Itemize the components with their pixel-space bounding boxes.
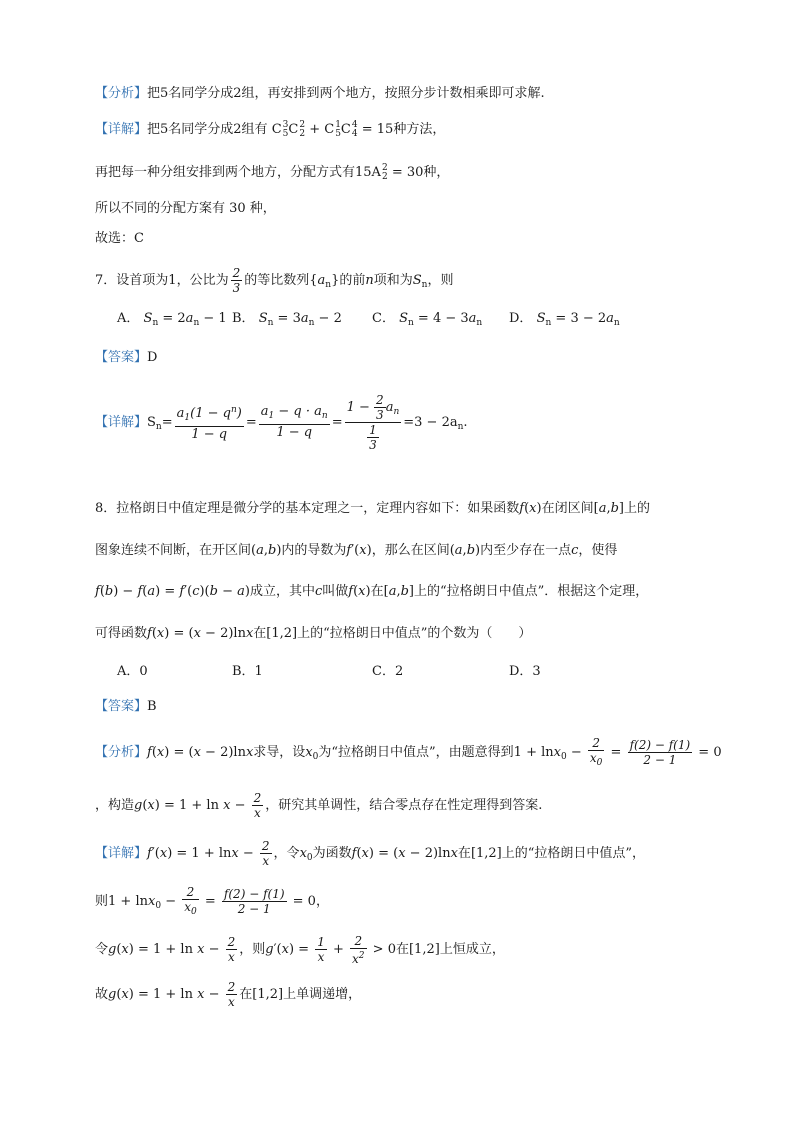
- q8-detail-line2: 则1 + lnx$_0$ − $\frac{2}{x_0}$ = $\frac{f(2) - f(1)}{2 - 1}$ = 0，: [95, 884, 329, 917]
- q7-option-d: D． $S_n = 3 - 2a_n$: [509, 311, 620, 328]
- q7-option-c: C． $S_n = 4 - 3a_n$: [372, 311, 483, 328]
- q6-analysis-text: 把5名同学分成2组，再安排到两个地方，按照分步计数相乘即可求解.: [147, 86, 545, 101]
- q8-stem-line2: 图象连续不间断，在开区间(a,b)内的导数为f′(x)，那么在区间(a,b)内至少存在一点c，使得: [95, 543, 618, 558]
- q8-option-c: C．2: [372, 664, 404, 679]
- q7-option-b: B． $S_n = 3a_n - 2$: [232, 311, 342, 328]
- arrangement-formula: 15A 2 2 = 30: [355, 162, 424, 182]
- q8-answer-line: 【答案】B: [95, 699, 157, 714]
- q8-stem-line4: 可得函数f(x) = (x − 2)lnx在[1,2]上的“拉格朗日中值点”的个数为（ ）: [95, 626, 532, 641]
- q8-detail-line1: 【详解】f′(x) = 1 + lnx − $\frac{2}{x}$ ，令$x_0$为函数f(x) = (x − 2)lnx在[1,2]上的“拉格朗日中值点”，: [95, 839, 646, 868]
- q6-line2: 再把每一种分组安排到两个地方，分配方式有15A 2 2 = 30种，: [95, 162, 450, 182]
- q8-analysis-line1: 【分析】f(x) = (x − 2)lnx求导，设$x_0$为“拉格朗日中值点”，由题意得到1 + lnx$_0$ − $\frac{2}{x_0}$ = $\frac{f(2) - f(1)}{2 - 1}$ = 0: [95, 735, 722, 768]
- q6-line3: 所以不同的分配方案有 30 种，: [95, 201, 276, 216]
- q7-option-a: A． $S_n = 2a_n - 1$: [117, 311, 227, 328]
- ratio-fraction: $\frac{2}{3}$: [232, 266, 241, 295]
- q6-line4: 故选：C: [95, 231, 144, 246]
- q7-stem: 7．设首项为1，公比为 $\frac{2}{3}$ 的等比数列$\{a_n\}$的前n项和为$S_n$，则: [95, 266, 454, 295]
- q6-analysis-line: [95, 84, 545, 104]
- q8-detail-line4: 故g(x) = 1 + ln x − $\frac{2}{x}$ 在[1,2]上单调递增，: [95, 980, 362, 1009]
- q7-answer: D: [147, 350, 158, 365]
- q8-option-d: D．3: [509, 664, 541, 679]
- answer-tag: 【答案】: [95, 350, 148, 365]
- q8-answer: B: [147, 699, 157, 714]
- q7-answer-line: [95, 348, 157, 368]
- q8-option-b: B．1: [232, 664, 263, 679]
- q7-detail-line: 【详解】$S_n=$ $\frac{a_1(1 - q^n)}{1 - q}$ = $\frac{a_1 - q \cdot a_n}{1 - q}$ = 1 − $\frac{2}{3}$ $a_n$ $\frac{1}{3}$ $=3 - 2a_n$.: [95, 393, 468, 452]
- combination-formula: C 3 5 C 2 2 + C 1 5 C 4 4 = 15: [271, 119, 394, 139]
- q8-stem-line3: f(b) − f(a) = f′(c)(b − a)成立，其中c叫做f(x)在[a,b]上的“拉格朗日中值点”．根据这个定理，: [95, 584, 649, 599]
- detail-tag: 【详解】: [95, 122, 148, 137]
- analysis-tag: 【分析】: [95, 86, 148, 101]
- q8-analysis-line2: ，构造g(x) = 1 + ln x − $\frac{2}{x}$ ，研究其单调性，结合零点存在性定理得到答案.: [95, 791, 543, 820]
- q8-option-a: A．0: [117, 664, 148, 679]
- q8-detail-line3: 令g(x) = 1 + ln x − $\frac{2}{x}$ ，则g′(x) = $\frac{1}{x}$ + $\frac{2}{x^2}$ > 0在[1,2]上恒成立，: [95, 933, 505, 966]
- q8-stem-line1: 8．拉格朗日中值定理是微分学的基本定理之一，定理内容如下：如果函数f(x)在闭区间[a,b]上的: [95, 501, 651, 516]
- q6-detail-line: 【详解】把5名同学分成2组有 C 3 5 C 2 2 + C 1 5 C 4 4 = 15种方法，: [95, 119, 446, 139]
